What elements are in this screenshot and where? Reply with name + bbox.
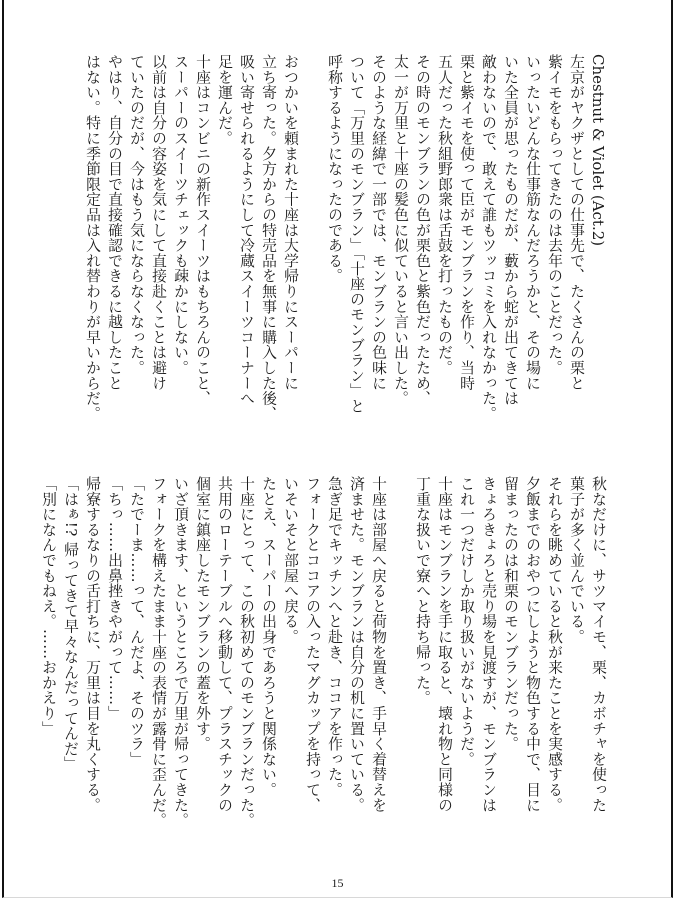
- text-line: ていたのだが、今はもう気にならなくなった。: [128, 54, 145, 376]
- text-line: 個室に鎮座したモンブランの蓋を外す。: [194, 476, 211, 752]
- text-line: 急ぎ足でキッチンへと赴き、ココアを作った。: [326, 476, 343, 798]
- text-line: 左京がヤクザとしての仕事先で、たくさんの栗と: [568, 54, 585, 391]
- text-line: フォークとココアの入ったマグカップを持って、: [304, 476, 321, 813]
- text-line: いた全員が思ったものだが、藪から蛇が出てきては: [502, 54, 519, 406]
- text-line: 「はぁ!? 帰ってきて早々なんだってんだ」: [62, 476, 79, 772]
- text-line: そのような経緯で一部では、モンブランの色味に: [370, 54, 387, 391]
- text-line: 足を運んだ。: [216, 54, 233, 146]
- text-line: スーパーのスイーツチェックも疎かにしない。: [172, 54, 189, 376]
- text-line: やはり、自分の目で直接確認できるに越したこと: [106, 54, 123, 391]
- text-line: 呼称するようになったのである。: [326, 54, 343, 284]
- text-line: 敵わないので、敢えて誰もツッコミを入れなかった。: [480, 54, 497, 422]
- text-line: 留まったのは和栗のモンブランだった。: [502, 476, 519, 752]
- upper-text-block: [81, 54, 609, 439]
- text-line: 以前は自分の容姿を気にして直接赴くことは避け: [150, 54, 167, 391]
- text-line: 太一が万里と十座の髪色に似ていると言い出した。: [392, 54, 409, 406]
- blank-line: [389, 476, 411, 854]
- text-line: ついて「万里のモンブラン」「十座のモンブラン」と: [348, 54, 365, 414]
- text-line: 丁重な扱いで寮へと持ち帰った。: [414, 476, 431, 706]
- text-line: 「別になんでもねえ。……おかえり」: [40, 476, 57, 737]
- text-line: 帰寮するなりの舌打ちに、万里は目を丸くする。: [84, 476, 101, 813]
- text-line: 立ち寄った。夕方からの特売品を無事に購入した後、: [260, 54, 277, 422]
- text-line: 秋なだけに、サツマイモ、栗、カボチャを使った: [590, 476, 607, 813]
- text-line: 「たでーま……って、んだよ、そのツラ」: [128, 476, 145, 767]
- text-line: 済ませた。モンブランは自分の机に置いている。: [348, 476, 365, 813]
- text-line: 夕飯までのおやつにしようと物色する中で、目に: [524, 476, 541, 813]
- text-line: いざ頂きます、というところで万里が帰ってきた。: [172, 476, 189, 828]
- text-line: 十座は部屋へ戻ると荷物を置き、手早く着替えを: [370, 476, 387, 813]
- page-number: 15: [331, 876, 344, 890]
- text-line: それらを眺めていると秋が来たことを実感する。: [546, 476, 563, 813]
- text-line: 五人だった秋組野郎衆は舌鼓を打ったものだ。: [436, 54, 453, 376]
- text-line: その時のモンブランの色が栗色と紫色だったため、: [414, 54, 431, 406]
- text-line: いったいどんな仕事筋なんだろうかと、その場に: [524, 54, 541, 391]
- text-line: 十座にとって、この秋初めてのモンブランだった。: [238, 476, 255, 828]
- text-line: おつかいを頼まれた十座は大学帰りにスーパーに: [282, 54, 299, 391]
- text-line: 共用のローテーブルへ移動して、プラスチックの: [216, 476, 233, 813]
- blank-line: [301, 54, 323, 439]
- text-line: たとえ、スーパーの出身であろうと関係ない。: [260, 476, 277, 798]
- lower-text-block: [37, 476, 609, 854]
- text-line: 吸い寄せられるようにして冷蔵スイーツコーナーへ: [238, 54, 255, 406]
- text-line: 十座はコンビニの新作スイーツはもちろんのこと、: [194, 54, 211, 406]
- text-line: これ一つだけしか取り扱いがないようだ。: [458, 476, 475, 767]
- text-line: 十座はモンブランを手に取ると、壊れ物と同様の: [436, 476, 453, 813]
- text-line: 紫イモをもらってきたのは去年のことだった。: [546, 54, 563, 376]
- text-line: はない。特に季節限定品は入れ替わりが早いからだ。: [84, 54, 101, 422]
- text-line: フォークを構えたまま十座の表情が露骨に歪んだ。: [150, 476, 167, 828]
- text-line: 栗と紫イモを使って臣がモンブランを作り、当時: [458, 54, 475, 391]
- text-line: きょろきょろと売り場を見渡すが、モンブランは: [480, 476, 497, 813]
- chapter-title: Chestnut & Violet (Act.2): [589, 54, 607, 247]
- text-line: 菓子が多く並んでいる。: [568, 476, 585, 645]
- text-line: いそいそと部屋へ戻る。: [282, 476, 299, 645]
- text-line: 「ちっ……出鼻挫きやがって……」: [106, 476, 123, 721]
